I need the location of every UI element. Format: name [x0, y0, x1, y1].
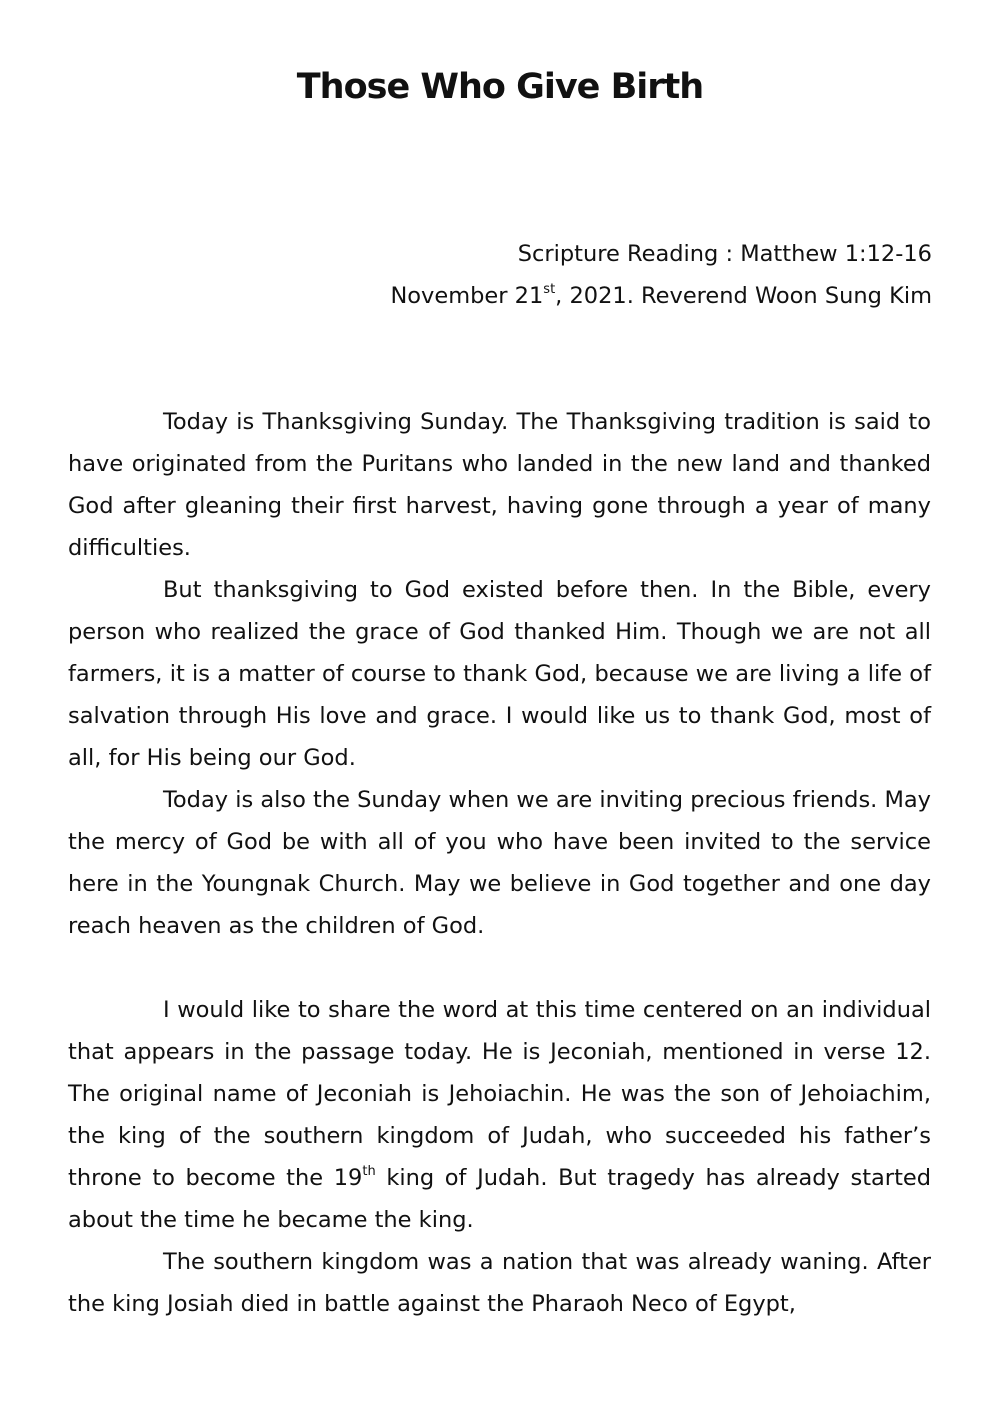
- paragraph-4-ordinal-suffix: th: [362, 1164, 376, 1179]
- scripture-reading: Scripture Reading : Matthew 1:12-16: [517, 241, 932, 267]
- date-ordinal-suffix: st: [543, 282, 556, 297]
- paragraph-4-text-b: king of Judah. But tragedy has already started about the time he became the king.: [68, 1165, 932, 1233]
- paragraph-4-text-a: I would like to share the word at this time centered on an individual that appears in the passage today. He is Jeconiah, mentioned in verse 12. The original name of Jeconiah is Jehoiachin. He was the son of Jehoiachim, the king of the southern kingdom of Judah, who succeeded his father’s throne to become the 19: [68, 997, 931, 1191]
- date-month-day: November 21: [390, 283, 544, 309]
- paragraph-2: But thanksgiving to God existed before then. In the Bible, every person who realized the grace of God thanked Him. Though we are not all farmers, it is a matter of course to thank God, because we are living a life of salvation through His love and grace. I would like us to thank God, most of all, for His being our God.: [68, 577, 931, 771]
- document-title: Those Who Give Birth: [296, 67, 704, 107]
- paragraph-3: Today is also the Sunday when we are inviting precious friends. May the mercy of God be with all of you who have been invited to the service here in the Youngnak Church. May we believe in God together and one day reach heaven as the children of God.: [68, 787, 931, 939]
- paragraph-4: [68, 989, 931, 1241]
- sermon-date-author: [390, 275, 932, 317]
- paragraph-1: Today is Thanksgiving Sunday. The Thanksgiving tradition is said to have originated from the Puritans who landed in the new land and thanked God after gleaning their first harvest, having gone through a year of many difficulties.: [68, 409, 931, 561]
- date-year-author: , 2021. Reverend Woon Sung Kim: [555, 283, 932, 309]
- sermon-body: [68, 401, 931, 1325]
- paragraph-5: The southern kingdom was a nation that was already waning. After the king Josiah died in battle against the Pharaoh Neco of Egypt,: [68, 1249, 931, 1317]
- sermon-meta: [390, 233, 932, 317]
